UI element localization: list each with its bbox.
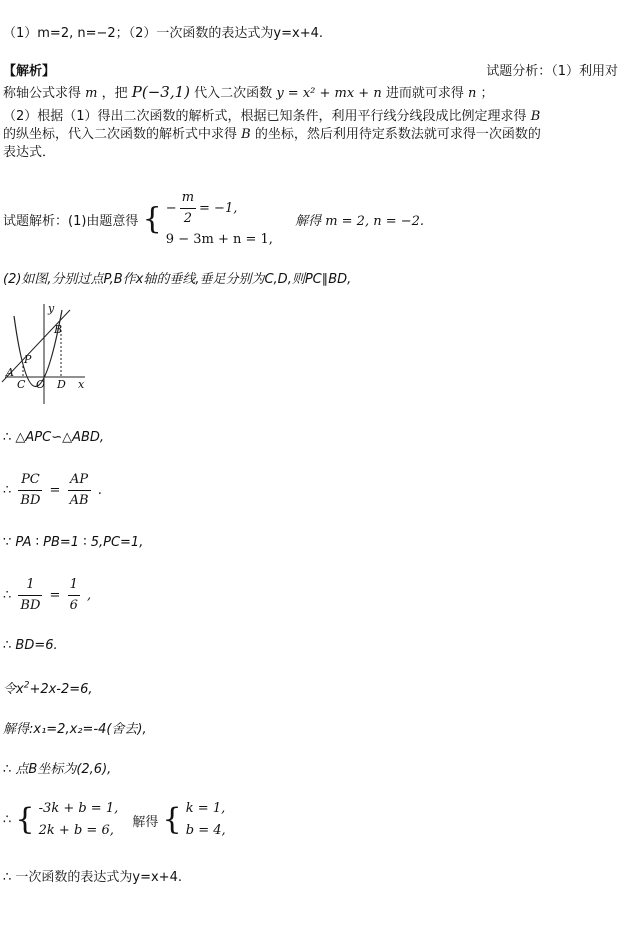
parabola-graph (0, 300, 100, 410)
pointB-line: ∴ 点B坐标为(2,6), (3, 762, 112, 777)
final-line: ∴ 一次函数的表达式为y=x+4. (3, 870, 182, 885)
analysis-text: 称轴公式求得 (3, 86, 82, 101)
solve-line: 解得:x₁=2,x₂=-4(舍去), (3, 722, 147, 737)
ratio2-den1: BD (20, 598, 41, 613)
sys2-left (39, 798, 119, 842)
analysis-line-2 (3, 105, 540, 124)
var-B: B (530, 109, 541, 124)
sys2-eq1: -3k + b = 1, (38, 801, 119, 816)
point-P: P(−3,1) (131, 83, 191, 101)
because-line: ∵ PA ∶ PB=1 ∶ 5,PC=1, (3, 535, 144, 550)
ratio-line-1: ∴ $\frac{PC}{BD}$ = $\frac{AP}{AB}$ . (3, 470, 102, 511)
sys2-eq2: 2k + b = 6, (38, 823, 114, 838)
left-brace: { (162, 802, 182, 837)
var-m: m (85, 86, 98, 101)
label-O: O (36, 378, 46, 391)
ling-b: +2x-2=6, (29, 682, 93, 697)
sys-eq-1: − $\frac{m}{2}$ = −1, (166, 188, 273, 229)
ratio-pc: PC (18, 470, 42, 491)
sol-head: 试题解析：(1)由题意得 (3, 214, 139, 229)
analysis-text: 的坐标，然后利用待定系数法就可求得一次函数的 (254, 127, 541, 142)
bd-line: ∴ BD=6. (3, 638, 58, 653)
analysis-head: 试题分析：（1）利用对 (486, 64, 618, 79)
analysis-text: 进而就可求得 (385, 86, 464, 101)
analysis-text: ，把 (101, 86, 128, 101)
equation-system-2: ∴ { -3k + b = 1, 2k + b = 6, 解得 { k = 1, b = 4, (3, 798, 226, 842)
ratio2-num2: 1 (68, 575, 80, 596)
parabola-curve (14, 310, 62, 387)
frac-den: 2 (183, 211, 192, 226)
sys2-r1: k = 1, (185, 801, 226, 816)
analysis-text: （2）根据（1）得出二次函数的解析式，根据已知条件，利用平行线分线段成比例定理求得 (3, 109, 527, 124)
label-C: C (17, 378, 26, 391)
jiexi-label: 【解析】 (3, 64, 56, 79)
sys2-right (186, 798, 226, 842)
sys-eq-2: 9 − 3m + n = 1, (165, 232, 273, 247)
similar-line: ∴ △APC∽△ABD, (3, 430, 105, 445)
eq1-tail: = −1, (199, 201, 238, 216)
var-n: n (468, 86, 477, 101)
analysis-text: 代入二次函数 (194, 86, 273, 101)
analysis-text: 的纵坐标，代入二次函数的解析式中求得 (3, 127, 238, 142)
var-B: B (241, 127, 251, 142)
label-B: B (54, 323, 63, 336)
label-x: x (78, 378, 85, 391)
answer-line: （1）m=2, n=−2；（2）一次函数的表达式为y=x+4. (3, 26, 324, 41)
label-A: A (6, 366, 14, 379)
ling-a: 令x (3, 682, 24, 697)
label-P: P (24, 353, 32, 366)
sol-result: 解得 m = 2, n = −2. (295, 214, 425, 229)
quadratic-fn: y = x² + mx + n (276, 86, 382, 101)
equation-system-1 (166, 188, 273, 251)
analysis-line-1 (3, 82, 494, 101)
analysis-line-4: 表达式． (3, 145, 56, 160)
ling-line (3, 678, 93, 697)
ratio-bd: BD (20, 493, 41, 508)
label-D: D (57, 378, 66, 391)
label-y: y (48, 302, 55, 315)
analysis-line-3 (3, 123, 541, 142)
sys2-jiede: 解得 (132, 814, 159, 830)
solution-part1 (3, 188, 424, 251)
sys2-r2: b = 4, (185, 823, 226, 838)
frac-num: m (180, 188, 196, 209)
ratio-ab: AB (69, 493, 89, 508)
ratio-line-2: ∴ $\frac{1}{BD}$ = $\frac{1}{6}$ , (3, 575, 91, 616)
ratio-ap: AP (68, 470, 91, 491)
left-brace: { (142, 201, 162, 237)
ratio2-num1: 1 (18, 575, 42, 596)
left-brace: { (15, 802, 35, 837)
part2-line: (2)如图,分别过点P,B作x轴的垂线,垂足分别为C,D,则PC∥BD, (3, 272, 352, 287)
exponent-2: 2 (23, 680, 30, 691)
ratio2-den2: 6 (69, 598, 78, 613)
analysis-text: ； (480, 86, 494, 101)
